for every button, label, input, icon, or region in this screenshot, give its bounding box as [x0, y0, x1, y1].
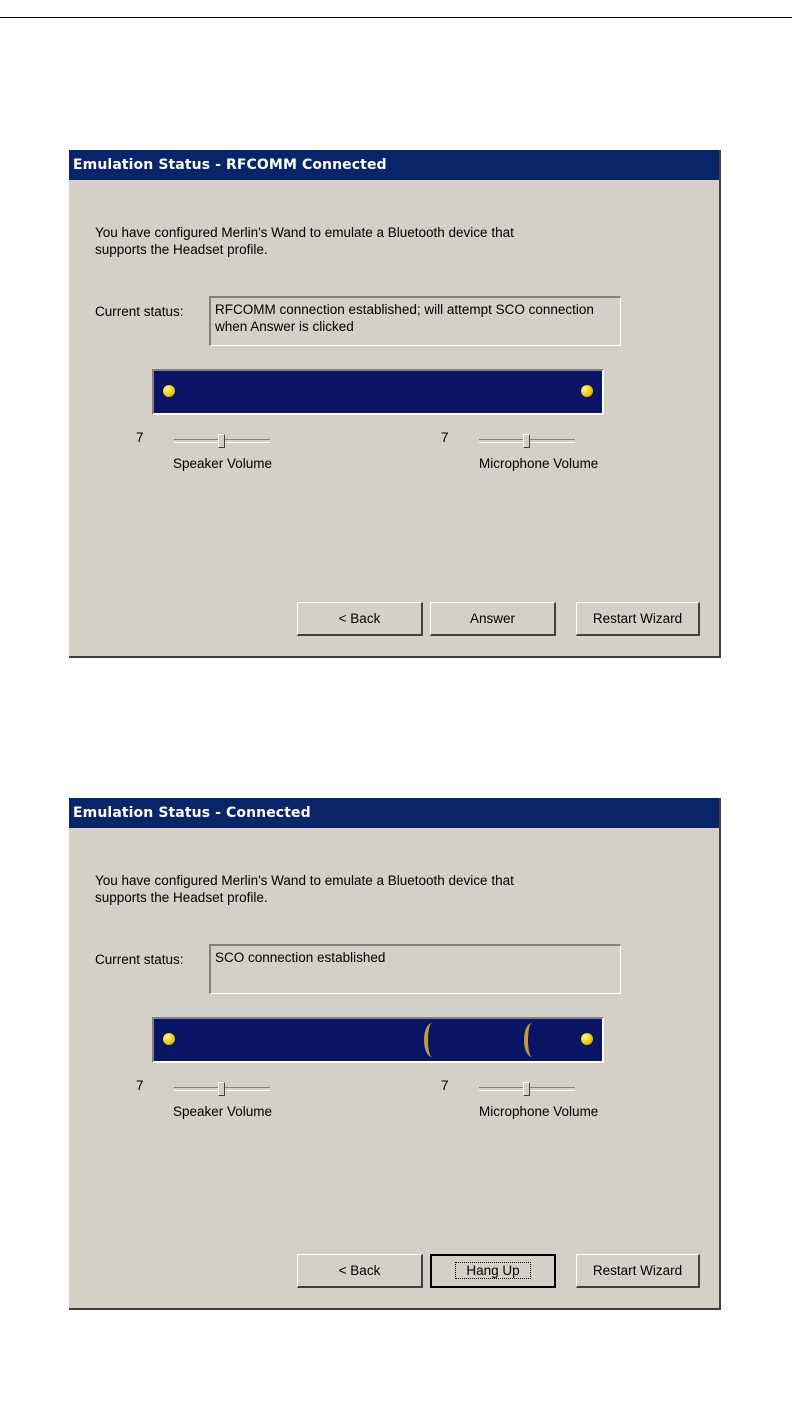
audio-link-meter	[152, 1017, 604, 1063]
restart-wizard-button[interactable]: Restart Wizard	[576, 602, 700, 636]
gateway-indicator-icon	[581, 385, 593, 397]
microphone-volume-label: Microphone Volume	[479, 1104, 599, 1119]
current-status-field: SCO connection established	[209, 944, 621, 994]
slider-thumb[interactable]	[218, 434, 225, 448]
dialog-title: Emulation Status - Connected	[69, 798, 719, 828]
speaker-volume-value: 7	[136, 1078, 144, 1093]
back-button[interactable]: < Back	[297, 602, 423, 636]
gateway-indicator-icon	[581, 1033, 593, 1045]
dialog-description: You have configured Merlin's Wand to emulate a Bluetooth device that supports the Headset profile.	[95, 873, 514, 905]
microphone-volume-slider[interactable]	[479, 434, 575, 446]
page-top-rule	[0, 17, 792, 18]
slider-thumb[interactable]	[523, 434, 530, 448]
hang-up-button[interactable]	[430, 1254, 556, 1288]
slider-thumb[interactable]	[523, 1082, 530, 1096]
slider-thumb[interactable]	[218, 1082, 225, 1096]
dialog-title: Emulation Status - RFCOMM Connected	[69, 150, 719, 180]
emulation-status-dialog-connected	[69, 798, 721, 1310]
headset-indicator-icon	[163, 385, 175, 397]
hang-up-button-label: Hang Up	[456, 1263, 529, 1278]
current-status-label: Current status:	[95, 952, 184, 967]
headset-indicator-icon	[163, 1033, 175, 1045]
speaker-volume-label: Speaker Volume	[173, 456, 273, 471]
current-status-field: RFCOMM connection established; will attempt SCO connection when Answer is clicked	[209, 296, 621, 346]
current-status-label: Current status:	[95, 304, 184, 319]
microphone-volume-label: Microphone Volume	[479, 456, 599, 471]
answer-button[interactable]: Answer	[430, 602, 556, 636]
speaker-volume-slider[interactable]	[174, 1082, 270, 1094]
restart-wizard-button[interactable]: Restart Wizard	[576, 1254, 700, 1288]
dialog-description: You have configured Merlin's Wand to emulate a Bluetooth device that supports the Headset profile.	[95, 225, 514, 257]
back-button[interactable]: < Back	[297, 1254, 423, 1288]
signal-wave-icon	[424, 1023, 440, 1057]
microphone-volume-value: 7	[441, 1078, 449, 1093]
signal-wave-icon	[524, 1023, 540, 1057]
microphone-volume-value: 7	[441, 430, 449, 445]
microphone-volume-slider[interactable]	[479, 1082, 575, 1094]
speaker-volume-label: Speaker Volume	[173, 1104, 273, 1119]
speaker-volume-value: 7	[136, 430, 144, 445]
emulation-status-dialog-rfcomm	[69, 150, 721, 658]
audio-link-meter	[152, 369, 604, 415]
speaker-volume-slider[interactable]	[174, 434, 270, 446]
